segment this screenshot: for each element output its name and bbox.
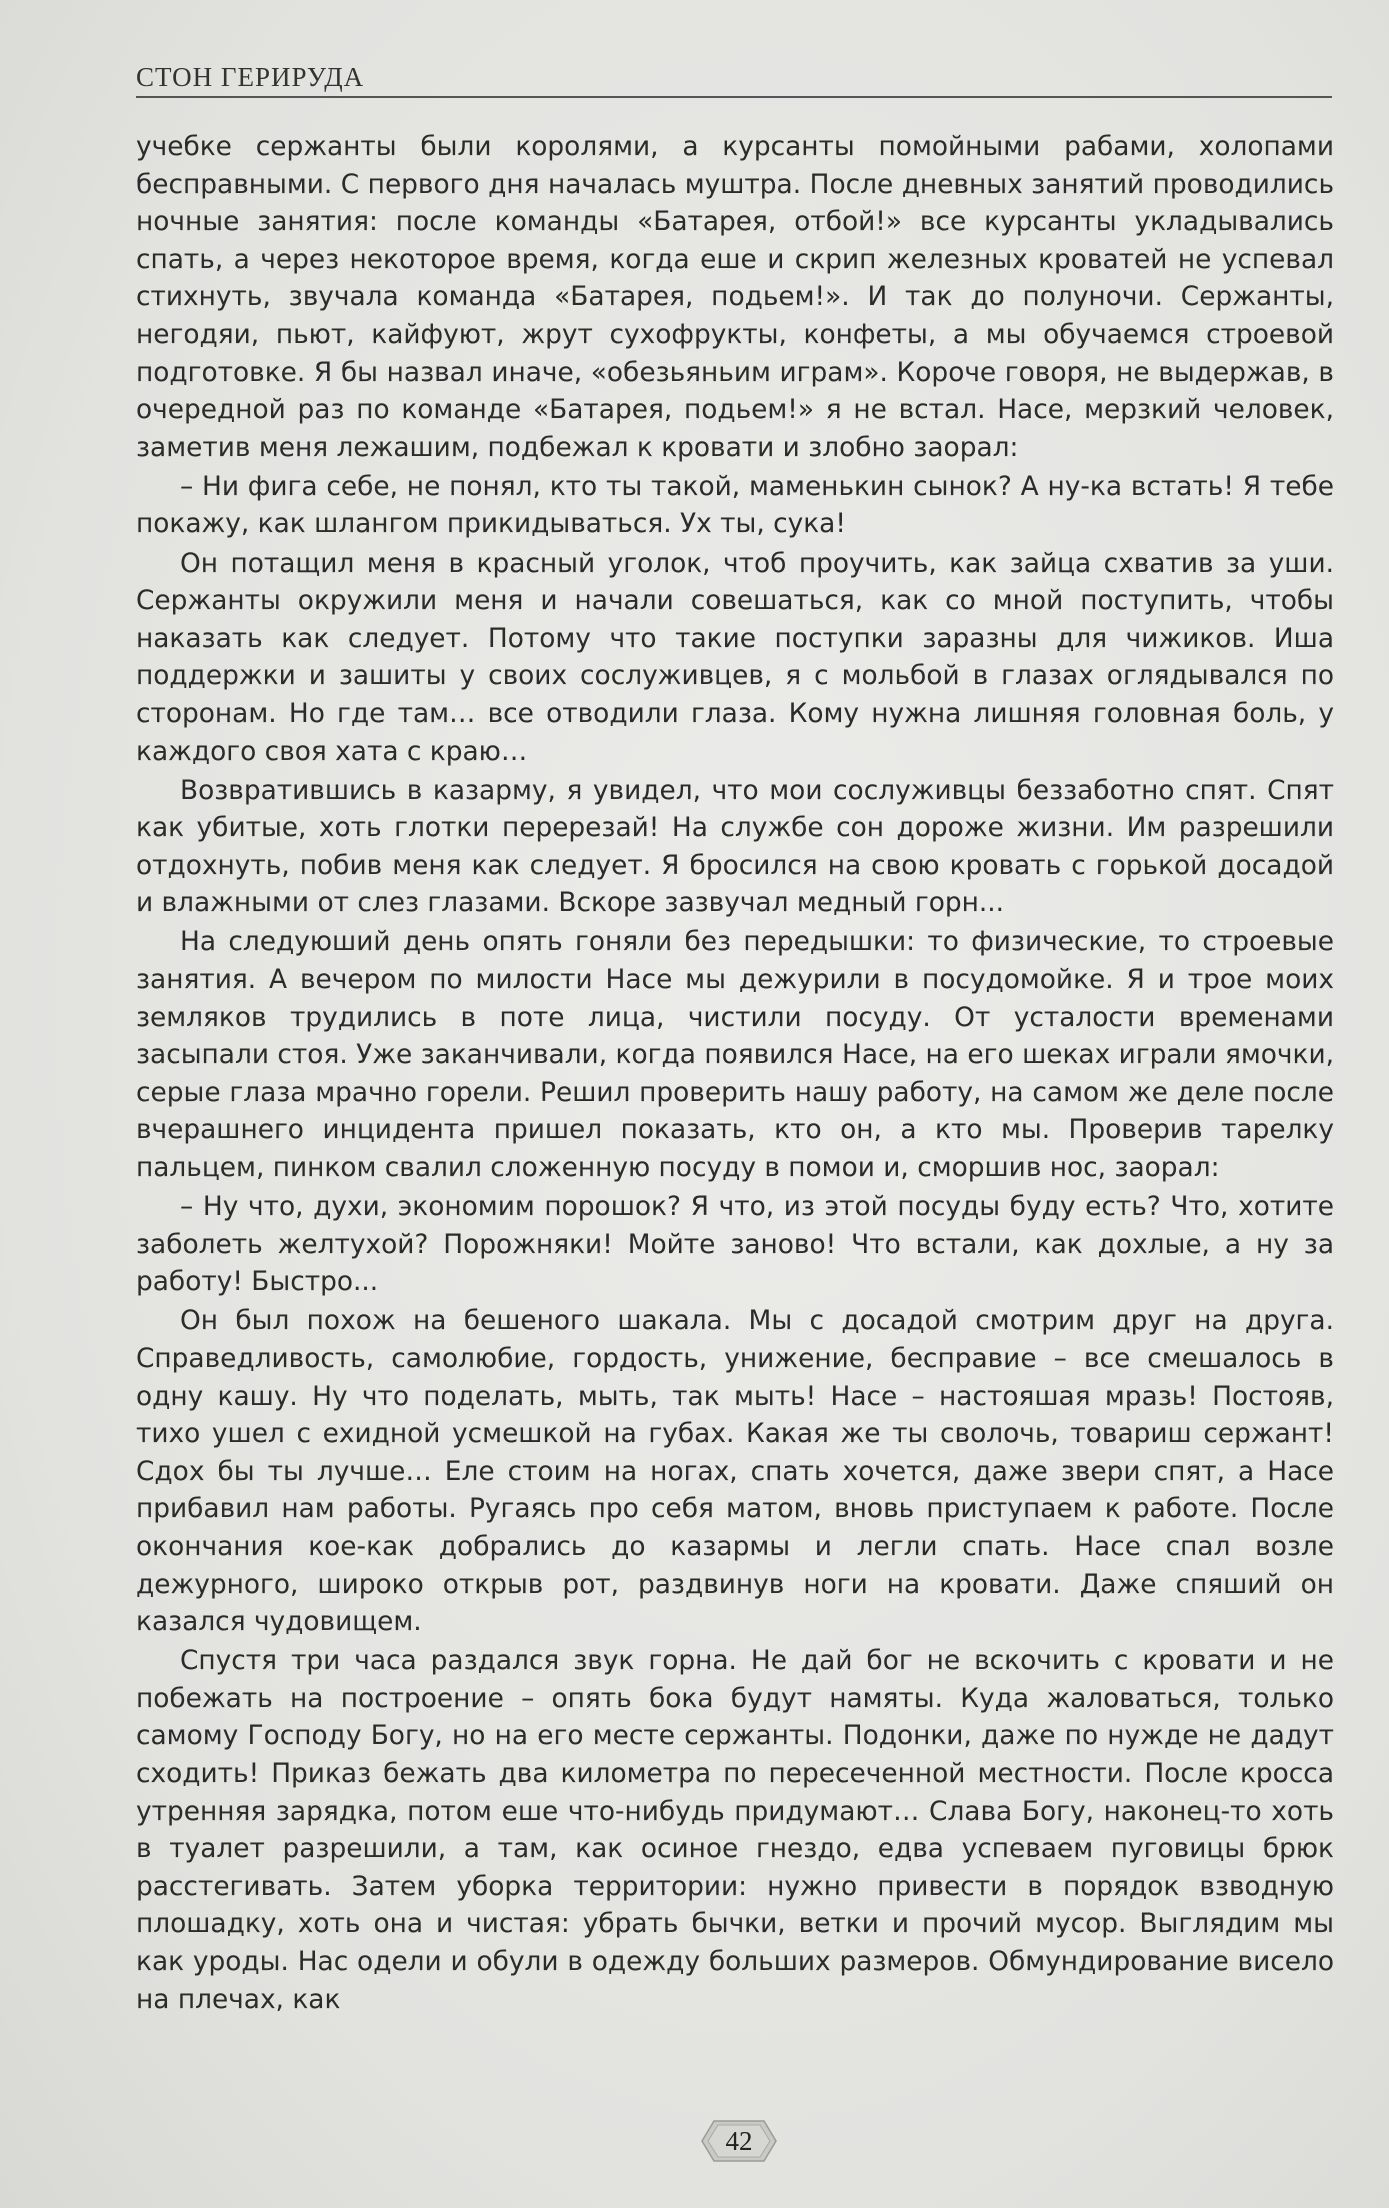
paragraph: Спустя три часа раздался звук горна. Не дай бог не вскочить с кровати и не побежать на построение – опять бока будут намяты. Куда жаловаться, только самому Господу Богу, но на его месте сержанты. Подонки, даже по нужде не дадут сходить! Приказ бежать два километра по пересеченной местности. После кросса утренняя зарядка, потом еше что-нибудь придумают… Слава Богу, наконец-то хоть в туалет разрешили, а там, как осиное гнездо, едва успеваем пуговицы брюк расстегивать. Затем уборка территории: нужно привести в порядок взводную плошадку, хоть она и чистая: убрать бычки, ветки и прочий мусор. Выглядим мы как уроды. Нас одели и обули в одежду больших размеров. Обмундирование висело на плечах, как xyxy=(136,1645,1334,2015)
header-rule xyxy=(136,96,1332,98)
paragraph: Он был похож на бешеного шакала. Мы с досадой смотрим друг на друга. Справедливость, самолюбие, гордость, унижение, бесправие – все смешалось в одну кашу. Ну что поделать, мыть, так мыть! Насе – настояшая мразь! Постояв, тихо ушел с ехидной усмешкой на губах. Какая же ты сволочь, товариш сержант! Сдох бы ты лучше… Еле стоим на ногах, спать хочется, даже звери спят, а Насе прибавил нам работы. Ругаясь про себя матом, вновь приступаем к работе. После окончания кое-как добрались до казармы и легли спать. Насе спал возле дежурного, широко открыв рот, раздвинув ноги на кровати. Даже спяший он казался чудовищем. xyxy=(136,1305,1334,1638)
paragraph: – Ни фига себе, не понял, кто ты такой, маменькин сынок? А ну-ка встать! Я тебе покажу, как шлангом прикидываться. Ух ты, сука! xyxy=(136,470,1334,540)
paragraph: Возвратившись в казарму, я увидел, что мои сослуживцы беззаботно спят. Спят как убитые, хоть глотки перерезай! На службе сон дороже жизни. Им разрешили отдохнуть, побив меня как следует. Я бросился на свою кровать с горькой досадой и влажными от слез глазами. Вскоре зазвучал медный горн... xyxy=(136,774,1334,919)
page-number: 42 xyxy=(725,2126,753,2156)
paragraph: – Ну что, духи, экономим порошок? Я что, из этой посуды буду есть? Что, хотите заболеть желтухой? Порожняки! Мойте заново! Что встали, как дохлые, а ну за работу! Быстро... xyxy=(136,1191,1334,1298)
paragraph: Он потащил меня в красный уголок, чтоб проучить, как зайца схватив за уши. Сержанты окружили меня и начали совешаться, как со мной поступить, чтобы наказать как следует. Потому что такие поступки заразны для чижиков. Иша поддержки и зашиты у своих сослуживцев, я с мольбой в глазах оглядывался по сторонам. Но где там… все отводили глаза. Кому нужна лишняя головная боль, у каждого своя хата с краю… xyxy=(136,547,1334,767)
running-head: СТОН ГЕРИРУДА xyxy=(136,62,365,92)
paragraph: На следуюший день опять гоняли без передышки: то физические, то строевые занятия. А вечером по милости Насе мы дежурили в посудомойке. Я и трое моих земляков трудились в поте лица, чистили посуду. От усталости временами засыпали стоя. Уже заканчивали, когда появился Насе, на его шеках играли ямочки, серые глаза мрачно горели. Решил проверить нашу работу, на самом же деле после вчерашнего инцидента пришел показать, кто он, а кто мы. Проверив тарелку пальцем, пинком свалил сложенную посуду в помои и, сморшив нос, заорал: xyxy=(136,926,1334,1184)
paragraph: учебке сержанты были королями, а курсанты помойными рабами, холопами бесправными. С первого дня началась муштра. После дневных занятий проводились ночные занятия: после команды «Батарея, отбой!» все курсанты укладывались спать, а через некоторое время, когда еше и скрип железных кроватей не успевал стихнуть, звучала команда «Батарея, подьем!». И так до полуночи. Сержанты, негодяи, пьют, кайфуют, жрут сухофрукты, конфеты, а мы обучаемся строевой подготовке. Я бы назвал иначе, «обезьяньим играм». Короче говоря, не выдержав, в очередной раз по команде «Батарея, подьем!» я не встал. Насе, мерзкий человек, заметив меня лежашим, подбежал к кровати и злобно заорал: xyxy=(136,131,1334,463)
page-number-badge xyxy=(700,2117,778,2165)
body-text xyxy=(136,128,1334,2020)
